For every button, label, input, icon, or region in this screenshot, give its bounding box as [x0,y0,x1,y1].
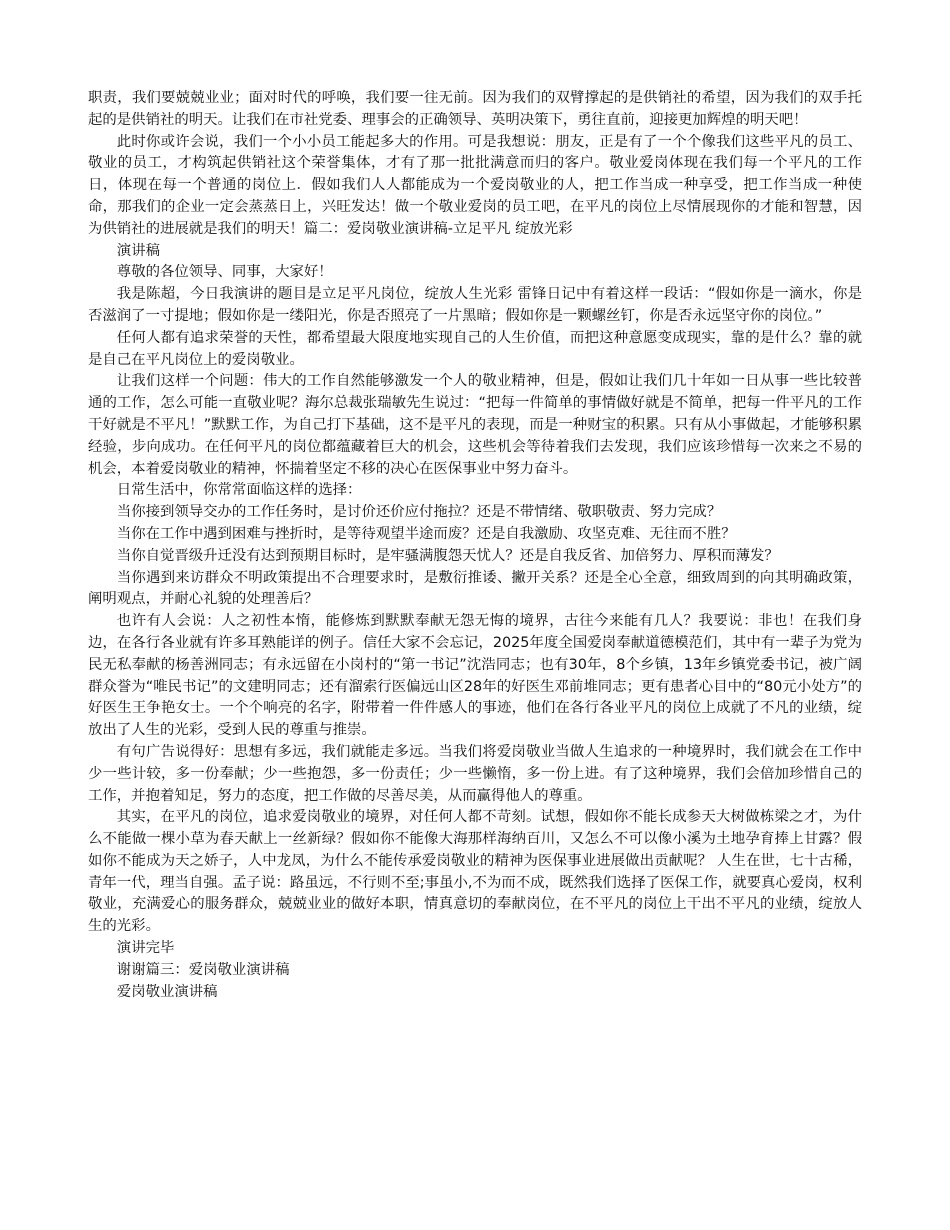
paragraph-18: 爱岗敬业演讲稿 [116,983,218,1000]
paragraph-2: 此时你或许会说，我们一个小小员工能起多大的作用。可是我想说：朋友，正是有了一个个像我们这些平凡的员工、敬业的员工，才构筑起供销社这个荣誉集体，才有了那一批批满意而归的客户。敬业爱岗体现在我们每一个平凡的工作日，体现在每一个普通的岗位上．假如我们人人都能成为一个爱岗敬业的人，把工作当成一种享受，把工作当成一种使命，那我们的企业一定会蒸蒸日上，兴旺发达！做一个敬业爱岗的员工吧，在平凡的岗位上尽情展现你的才能和智慧，因为供销社的进展就是我们的明天！篇二：爱岗敬业演讲稿-立足平凡 绽放光彩 [88,133,862,237]
paragraph-13: 也许有人会说：人之初性本惰，能修炼到默默奉献无怨无悔的境界，古往今来能有几人？我要说：非也！在我们身边，在各行各业就有许多耳熟能详的例子。信任大家不会忘记，2025年度全国爱岗奉献道德模范们，其中有一辈子为党为民无私奉献的杨善洲同志；有永远留在小岗村的“第一书记”沈浩同志；也有30年，8个乡镇，13年乡镇党委书记，被广阔群众誉为“唯民书记”的文建明同志；还有溜索行医偏远山区28年的好医生邓前堆同志；更有患者心目中的“80元小处方”的好医生王争艳女士。一个个响亮的名字，附带着一件件感人的事迹，他们在各行各业平凡的岗位上成就了不凡的业绩，绽放出了人生的光彩，受到人民的尊重与推崇。 [88,613,862,739]
paragraph-12: 当你遇到来访群众不明政策提出不合理要求时，是敷衍推诿、撇开关系？还是全心全意，细致周到的向其明确政策，阐明观点，并耐心礼貌的处理善后？ [88,569,862,608]
paragraph-9: 当你接到领导交办的工作任务时，是讨价还价应付拖拉？还是不带情绪、敬职敬责、努力完成？ [116,504,722,521]
paragraph-3: 演讲稿 [116,242,160,259]
paragraph-6: 任何人都有追求荣誉的天性，都希望最大限度地实现自己的人生价值，而把这种意愿变成现实，靠的是什么？靠的就是自己在平凡岗位上的爱岗敬业。 [88,329,862,368]
paragraph-11: 当你自觉晋级升迁没有达到预期目标时，是牢骚满腹怨天忧人？还是自我反省、加倍努力、厚积而薄发？ [116,547,779,564]
paragraph-1: 职责，我们要兢兢业业；面对时代的呼唤，我们要一往无前。因为我们的双臂撑起的是供销社的希望，因为我们的双手托起的是供销社的明天。让我们在市社党委、理事会的正确领导、英明决策下，勇往直前，迎接更加辉煌的明天吧！ [88,90,862,128]
paragraph-10: 当你在工作中遇到困难与挫折时，是等待观望半途而废？还是自我激励、攻坚克难、无往而不胜？ [116,525,736,542]
paragraph-8: 日常生活中，你常常面临这样的选择： [116,482,362,499]
paragraph-14: 有句广告说得好：思想有多远，我们就能走多远。当我们将爱岗敬业当做人生追求的一种境界时，我们就会在工作中少一些计较，多一份奉献；少一些抱怨，多一份责任；少一些懒惰，多一份上进。有了这种境界，我们会倍加珍惜自己的工作，并抱着知足，努力的态度，把工作做的尽善尽美，从而赢得他人的尊重。 [88,743,862,804]
paragraph-17: 谢谢篇三：爱岗敬业演讲稿 [116,961,290,978]
paragraph-4: 尊敬的各位领导、同事，大家好！ [116,264,333,281]
paragraph-15: 其实，在平凡的岗位，追求爱岗敬业的境界，对任何人都不苛刻。试想，假如你不能长成参天大树做栋梁之才，为什么不能做一棵小草为春天献上一丝新绿？假如你不能像大海那样海纳百川，又怎么不可以像小溪为土地孕育捧上甘露？假如你不能成为天之娇子，人中龙凤，为什么不能传承爱岗敬业的精神为医保事业进展做出贡献呢？ 人生在世，七十古稀，青年一代，理当自强。孟子说：路虽远，不行则不至;事虽小,不为而不成，既然我们选择了医保工作，就要真心爱岗，权利敬业，充满爱心的服务群众，兢兢业业的做好本职，情真意切的奉献岗位，在不平凡的岗位上干出不平凡的业绩，绽放人生的光彩。 [88,809,862,935]
paragraph-16: 演讲完毕 [116,940,175,957]
paragraph-5: 我是陈超，今日我演讲的题目是立足平凡岗位，绽放人生光彩 雷锋日记中有着这样一段话：“假如你是一滴水，你是否滋润了一寸提地；假如你是一缕阳光，你是否照亮了一片黑暗；假如你是一颗螺丝钉，你是否永远坚守你的岗位。” [88,286,862,324]
paragraph-7: 让我们这样一个问题：伟大的工作自然能够激发一个人的敬业精神，但是，假如让我们几十年如一日从事一些比较普通的工作，怎么可能一直敬业呢？海尔总裁张瑞敏先生说过：“把每一件简单的事情做好就是不简单，把每一件平凡的工作干好就是不平凡！”默默工作，为自己打下基础，这不是平凡的表现，而是一种财宝的积累。只有从小事做起，才能够积累经验，步向成功。在任何平凡的岗位都蕴藏着巨大的机会，这些机会等待着我们去发现，我们应该珍惜每一次来之不易的机会，本着爱岗敬业的精神，怀揣着坚定不移的决心在医保事业中努力奋斗。 [88,373,862,477]
